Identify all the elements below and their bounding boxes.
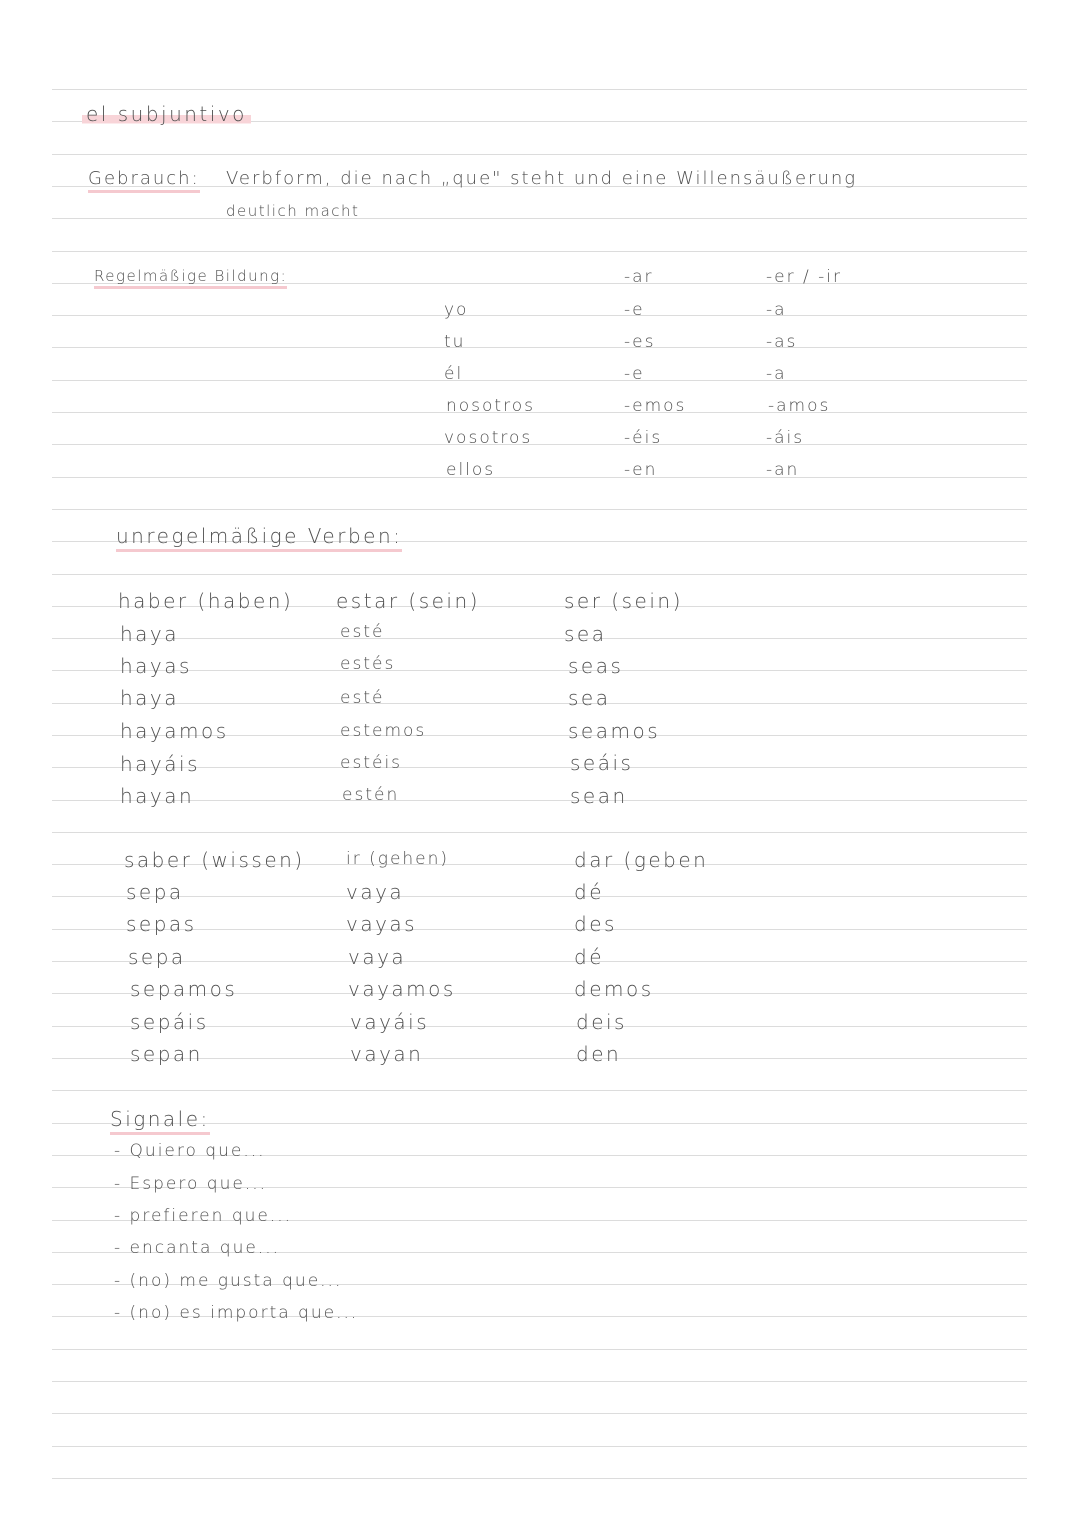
verb-form: des <box>574 912 617 936</box>
verb-form: estés <box>340 654 396 674</box>
ending-ar-cell: -e <box>624 300 645 320</box>
usage-line-2: deutlich macht <box>226 202 360 220</box>
regular-label <box>94 269 287 284</box>
ruled-line <box>52 929 1027 930</box>
ruled-line <box>52 703 1027 704</box>
ruled-line <box>52 1413 1027 1414</box>
verb-form: esté <box>340 622 385 642</box>
regular-label-text: Regelmäßige Bildung: <box>94 267 287 289</box>
ruled-line <box>52 961 1027 962</box>
verb-form: estemos <box>340 721 427 741</box>
ending-er-cell: -an <box>766 460 800 480</box>
verb-form: hayan <box>120 784 195 808</box>
ruled-line <box>52 509 1027 510</box>
ruled-line <box>52 412 1027 413</box>
verb-form: seáis <box>570 751 634 775</box>
ruled-line <box>52 347 1027 348</box>
ruled-line <box>52 670 1027 671</box>
ruled-line <box>52 1090 1027 1091</box>
verb-form: vaya <box>348 945 407 969</box>
regular-header-er-ir: -er / -ir <box>766 267 842 287</box>
usage-label <box>88 170 200 188</box>
page-title <box>82 104 251 124</box>
ruled-line <box>52 800 1027 801</box>
ruled-line <box>52 154 1027 155</box>
ending-er-cell: -as <box>766 332 798 352</box>
verb-form: sepa <box>126 880 184 904</box>
verb-header: saber (wissen) <box>124 848 305 872</box>
verb-header: haber (haben) <box>118 589 294 613</box>
list-item: - Espero que... <box>114 1174 268 1194</box>
verb-header: ser (sein) <box>564 589 683 613</box>
verb-form: hayas <box>120 654 192 678</box>
ruled-line <box>52 1446 1027 1447</box>
verb-form: sepan <box>130 1042 203 1066</box>
verb-form: hayáis <box>120 752 200 776</box>
signals-label <box>110 1109 210 1129</box>
list-item: - prefieren que... <box>114 1206 293 1226</box>
verb-header: dar (geben <box>574 848 709 872</box>
verb-header: ir (gehen) <box>346 849 450 869</box>
verb-form: vaya <box>346 880 405 904</box>
verb-form: hayamos <box>120 719 229 743</box>
verb-form: vayan <box>350 1042 424 1066</box>
verb-form: dé <box>574 945 604 969</box>
ruled-line <box>52 89 1027 90</box>
ruled-line <box>52 477 1027 478</box>
pronoun-cell: nosotros <box>446 396 535 416</box>
pronoun-cell: ellos <box>446 460 496 480</box>
list-item: - encanta que... <box>114 1238 281 1258</box>
verb-form: haya <box>120 686 180 710</box>
verb-form: sepa <box>128 945 186 969</box>
list-item: - (no) me gusta que... <box>114 1271 343 1291</box>
ruled-line <box>52 251 1027 252</box>
ruled-line <box>52 574 1027 575</box>
verb-form: demos <box>574 977 654 1001</box>
signals-label-text: Signale: <box>110 1107 210 1135</box>
ruled-line <box>52 444 1027 445</box>
verb-form: sea <box>564 622 607 646</box>
ending-ar-cell: -e <box>624 364 645 384</box>
page-title-text: el subjuntivo <box>82 102 251 126</box>
verb-form: sea <box>568 686 611 710</box>
ending-er-cell: -a <box>766 300 787 320</box>
ruled-line <box>52 315 1027 316</box>
regular-header-ar: -ar <box>624 267 654 287</box>
ruled-line <box>52 1381 1027 1382</box>
verb-form: vayáis <box>350 1010 430 1034</box>
list-item: - (no) es importa que... <box>114 1303 359 1323</box>
ending-er-cell: -áis <box>766 428 805 448</box>
ending-ar-cell: -en <box>624 460 658 480</box>
pronoun-cell: vosotros <box>444 428 533 448</box>
ruled-line <box>52 896 1027 897</box>
ruled-line <box>52 218 1027 219</box>
verb-form: dé <box>574 880 604 904</box>
verb-header: estar (sein) <box>336 589 480 613</box>
verb-form: vayamos <box>348 977 456 1001</box>
verb-form: sepáis <box>130 1010 209 1034</box>
ending-ar-cell: -emos <box>624 396 687 416</box>
irregular-label-text: unregelmäßige Verben: <box>116 524 402 552</box>
ending-ar-cell: -éis <box>624 428 663 448</box>
pronoun-cell: él <box>444 364 464 384</box>
verb-form: estéis <box>340 753 403 773</box>
verb-form: sepas <box>126 912 197 936</box>
ending-er-cell: -amos <box>768 396 831 416</box>
ending-er-cell: -a <box>766 364 787 384</box>
usage-line-1: Verbform, die nach „que" steht und eine Willensäußerung <box>226 168 858 189</box>
verb-form: deis <box>576 1010 627 1034</box>
verb-form: haya <box>120 622 180 646</box>
verb-form: estén <box>342 785 400 805</box>
pronoun-cell: tu <box>444 332 466 352</box>
ruled-line <box>52 1349 1027 1350</box>
usage-label-text: Gebrauch: <box>88 168 200 193</box>
list-item: - Quiero que... <box>114 1141 266 1161</box>
verb-form: den <box>576 1042 622 1066</box>
ruled-line <box>52 1478 1027 1479</box>
verb-form: seamos <box>568 719 661 743</box>
verb-form: esté <box>340 688 385 708</box>
verb-form: sean <box>570 784 628 808</box>
ruled-line <box>52 380 1027 381</box>
ruled-line <box>52 638 1027 639</box>
verb-form: seas <box>568 654 624 678</box>
irregular-label <box>116 526 402 546</box>
ending-ar-cell: -es <box>624 332 656 352</box>
verb-form: vayas <box>346 912 418 936</box>
ruled-line <box>52 832 1027 833</box>
verb-form: sepamos <box>130 977 238 1001</box>
pronoun-cell: yo <box>444 300 469 320</box>
